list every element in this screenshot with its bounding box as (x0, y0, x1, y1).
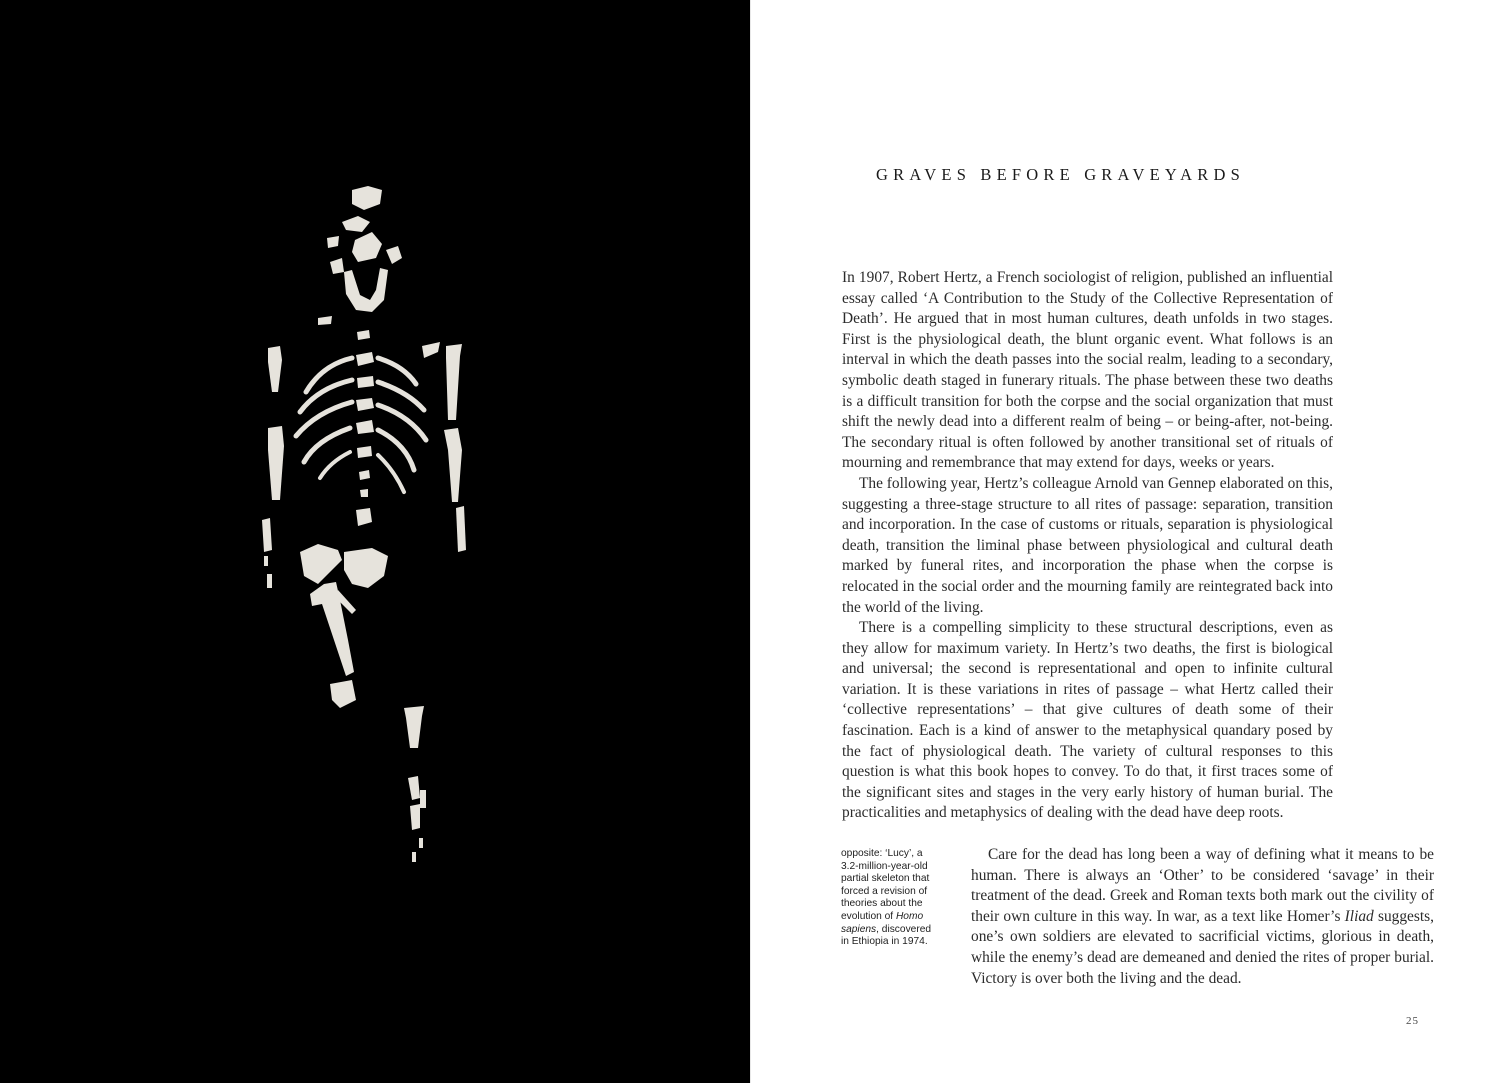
skull-fragment (342, 216, 370, 232)
left-humerus (268, 346, 282, 392)
foot-bone (420, 790, 426, 808)
right-humerus (446, 344, 462, 420)
vertebral-column (356, 330, 374, 526)
photo-caption (841, 848, 941, 949)
paragraph (971, 845, 1434, 989)
skull-fragment (330, 258, 344, 274)
left-hand-bone (264, 556, 268, 566)
foot-bone (412, 852, 416, 862)
body-text-continued (971, 845, 1434, 989)
left-tibia (330, 680, 356, 708)
skull-fragment (352, 232, 382, 262)
body-text (842, 268, 1333, 824)
paragraph: The following year, Hertz’s colleague Arnold van Gennep elaborated on this, suggesting a three-stage structure to all rites of passage: separation, transition and incorporation. In the case of customs or rituals, separation is physiological death, transition the liminal phase between physiological and cultural death marked by funeral rites, and incorporation the phase when the corpse is relocated in the social order and the mourning family are reintegrated back into the world of the living. (842, 474, 1333, 616)
left-forearm (268, 426, 284, 500)
caption-italic: Homo sapiens (841, 910, 924, 935)
mandible (344, 268, 388, 312)
foot-bone (408, 776, 420, 800)
left-femur (310, 582, 354, 676)
left-pelvis (300, 544, 342, 584)
chapter-title: GRAVES BEFORE GRAVEYARDS (876, 165, 1245, 184)
right-clavicle (422, 342, 440, 358)
paragraph-text: suggests, one’s own soldiers are elevated to sacrificial victims, glorious in death, while the enemy’s dead are demeaned and denied the rites of proper burial. Victory is over both the living and the dead. (971, 907, 1434, 987)
left-hand-bone (262, 518, 272, 552)
paragraph-text: Care for the dead has long been a way of defining what it means to be human. There is always an ‘Other’ to be considered ‘savage’ in their treatment of the dead. Greek and Roman texts both mark out the civility of their own culture in this way. In war, as a text like Homer’s (971, 846, 1434, 925)
left-hand-bone (267, 574, 272, 588)
skull-fragment (327, 236, 339, 248)
book-title-italic: Iliad (1344, 907, 1374, 925)
bone-fragment (318, 316, 332, 325)
caption-text: opposite: ‘Lucy’, a 3.2-million-year-old partial skeleton that forced a revision of theories about the evolution of (841, 848, 930, 922)
paragraph: There is a compelling simplicity to these structural descriptions, even as they allow for maximum variety. In Hertz’s two deaths, the first is biological and universal; the second is representational and open to infinite cultural variation. It is these variations in rites of passage – what Hertz called their ‘collective representations’ – that give cultures of death some of their fascination. Each is a kind of answer to the metaphysical quandary posed by the fact of physiological death. The variety of cultural responses to this question is what this book hopes to convey. To do that, it first traces some of the significant sites and stages in the very early history of human burial. The practicalities and metaphysics of dealing with the dead have deep roots. (842, 619, 1333, 822)
foot-bone (410, 804, 420, 830)
right-forearm (444, 428, 462, 502)
right-hand-bone (456, 506, 466, 552)
right-tibia (404, 706, 424, 748)
skull-fragment (352, 186, 382, 210)
sacrum (344, 548, 388, 588)
caption-text: , discovered in Ethiopia in 1974. (841, 923, 932, 948)
foot-bone (419, 838, 423, 848)
page-number: 25 (1406, 1015, 1419, 1027)
right-page (750, 0, 1500, 1083)
paragraph: In 1907, Robert Hertz, a French sociologist of religion, published an influential essay called ‘A Contribution to the Study of the Collective Representation of Death’. He argued that in most human cultures, death unfolds in two stages. First is the physiological death, the blunt organic event. What follows is an interval in which the death passes into the social realm, leading to a secondary, symbolic death staged in funerary rituals. The phase between these two deaths is a difficult transition for both the corpse and the social organization that must shift the newly dead into a different realm of being – or being-after, not-being. The secondary ritual is often followed by another transitional set of rituals of mourning and remembrance that may extend for days, weeks or years. (842, 269, 1333, 472)
skull-fragment (386, 246, 402, 264)
